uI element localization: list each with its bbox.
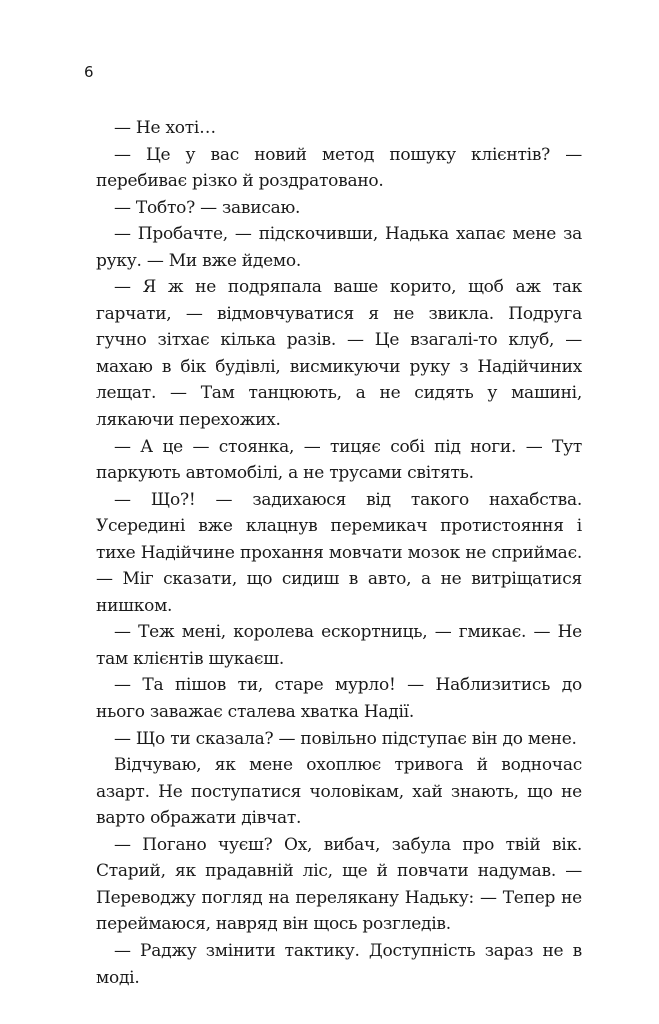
paragraph: — Погано чуєш? Ох, вибач, забула про твій вік. Старий, як прадавній ліс, ще й повчати надумав. — Переводжу погляд на перелякану Надьку: — Тепер не переймаюся, навряд він щось розгледів. (96, 834, 582, 935)
paragraph: — Не хоті… (114, 118, 216, 138)
paragraph: — Раджу змінити тактику. Доступність зараз не в моді. (96, 940, 582, 988)
paragraph: — Та пішов ти, старе мурло! — Наблизитись до нього заважає сталева хватка Надії. (96, 675, 582, 723)
paragraph: — Я ж не подряпала ваше корито, щоб аж так гарчати, — відмовчуватися я не звикла. Подруга гучно зітхає кілька разів. — Це взагалі-то клуб, — махаю в бік будівлі, висмикуючи руку з Надійчиних лещат. — Там танцюють, а не сидять у машині, лякаючи перехожих. (96, 277, 582, 431)
paragraph: — Це у вас новий метод пошуку клієнтів? — перебиває різко й роздратовано. (96, 144, 582, 192)
paragraph: — Пробачте, — підскочивши, Надька хапає мене за руку. — Ми вже йдемо. (96, 224, 582, 271)
paragraph: — Що?! — задихаюся від такого нахабства. Усередині вже клацнув перемикач протистояння і тихе Надійчине прохання мовчати мозок не сприймає. — Міг сказати, що сидиш в авто, а не витріщатися нишком. (96, 489, 582, 616)
page-number: 6 (84, 63, 94, 81)
body-text (96, 115, 582, 991)
paragraph: Відчуваю, як мене охоплює тривога й водночас азарт. Не поступатися чоловікам, хай знають, що не варто ображати дівчат. (96, 755, 582, 829)
paragraph: — Що ти сказала? — повільно підступає він до мене. (114, 728, 577, 749)
paragraph: — Тобто? — зависаю. (114, 197, 301, 218)
paragraph: — Теж мені, королева ескортниць, — гмикає. — Не там клієнтів шукаєш. (96, 622, 582, 669)
paragraph: — А це — стоянка, — тицяє собі під ноги. — Тут паркують автомобілі, а не трусами світять. (96, 436, 582, 484)
